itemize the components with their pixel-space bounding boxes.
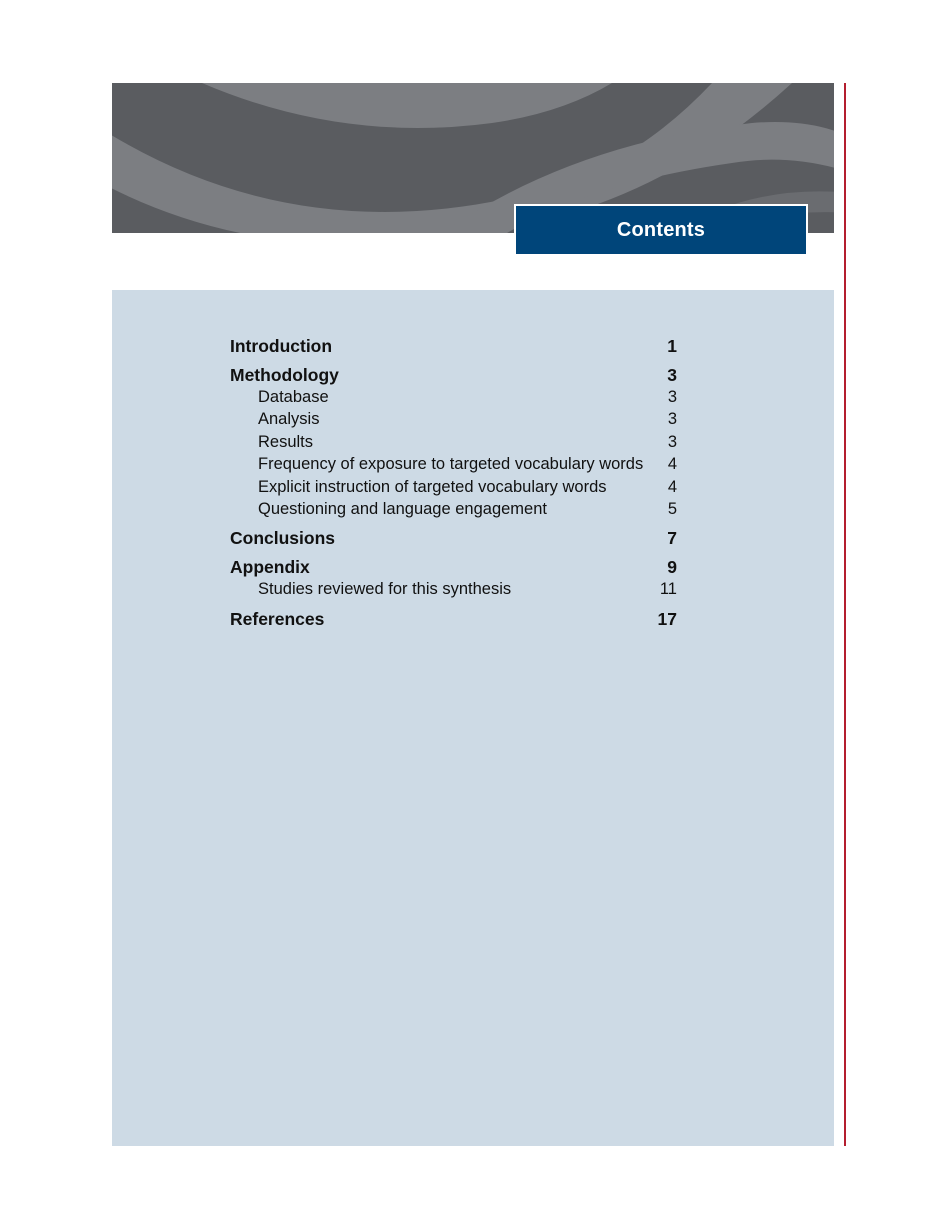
toc-entry-label: Frequency of exposure to targeted vocabulary words	[258, 455, 644, 474]
toc-entry-analysis[interactable]	[230, 408, 677, 430]
toc-entry-page: 4	[667, 455, 677, 474]
toc-entry-label: Introduction	[230, 336, 333, 356]
table-of-contents	[230, 335, 677, 630]
toc-entry-page: 7	[667, 528, 677, 549]
toc-entry-explicit-instruction[interactable]	[230, 476, 677, 498]
toc-entry-label: Questioning and language engagement	[258, 500, 547, 519]
toc-entry-label: References	[230, 608, 325, 629]
toc-entry-page: 3	[667, 388, 677, 406]
toc-entry-label: Studies reviewed for this synthesis	[258, 580, 512, 599]
toc-entry-label: Conclusions	[230, 528, 336, 549]
toc-entry-page: 5	[667, 500, 677, 519]
toc-entry-label: Explicit instruction of targeted vocabulary words	[258, 477, 607, 496]
toc-entry-label: Methodology	[230, 365, 339, 385]
page-edge-rule	[844, 83, 846, 1146]
contents-title: Contents	[516, 206, 806, 254]
toc-entry-page: 3	[667, 432, 677, 451]
toc-entry-appendix[interactable]	[230, 556, 677, 578]
toc-entry-references[interactable]	[230, 608, 677, 630]
toc-entry-frequency-of-exposure[interactable]	[230, 453, 677, 475]
toc-entry-page: 17	[657, 608, 677, 629]
toc-entry-page: 9	[667, 557, 677, 578]
toc-entry-methodology[interactable]	[230, 364, 677, 386]
toc-entry-database[interactable]	[230, 386, 677, 408]
toc-entry-conclusions[interactable]	[230, 527, 677, 549]
toc-entry-label: Results	[258, 432, 314, 451]
toc-entry-page: 3	[667, 410, 677, 429]
toc-entry-questioning[interactable]	[230, 498, 677, 520]
toc-entry-page: 3	[667, 365, 677, 385]
toc-entry-page: 1	[667, 336, 677, 356]
toc-entry-studies-reviewed[interactable]	[230, 578, 677, 600]
toc-entry-label: Analysis	[258, 410, 320, 429]
toc-entry-label: Database	[258, 388, 329, 406]
toc-entry-page: 4	[667, 477, 677, 496]
toc-entry-results[interactable]	[230, 431, 677, 453]
toc-entry-page: 11	[659, 580, 677, 599]
toc-entry-label: Appendix	[230, 557, 310, 578]
toc-entry-introduction[interactable]	[230, 335, 677, 357]
